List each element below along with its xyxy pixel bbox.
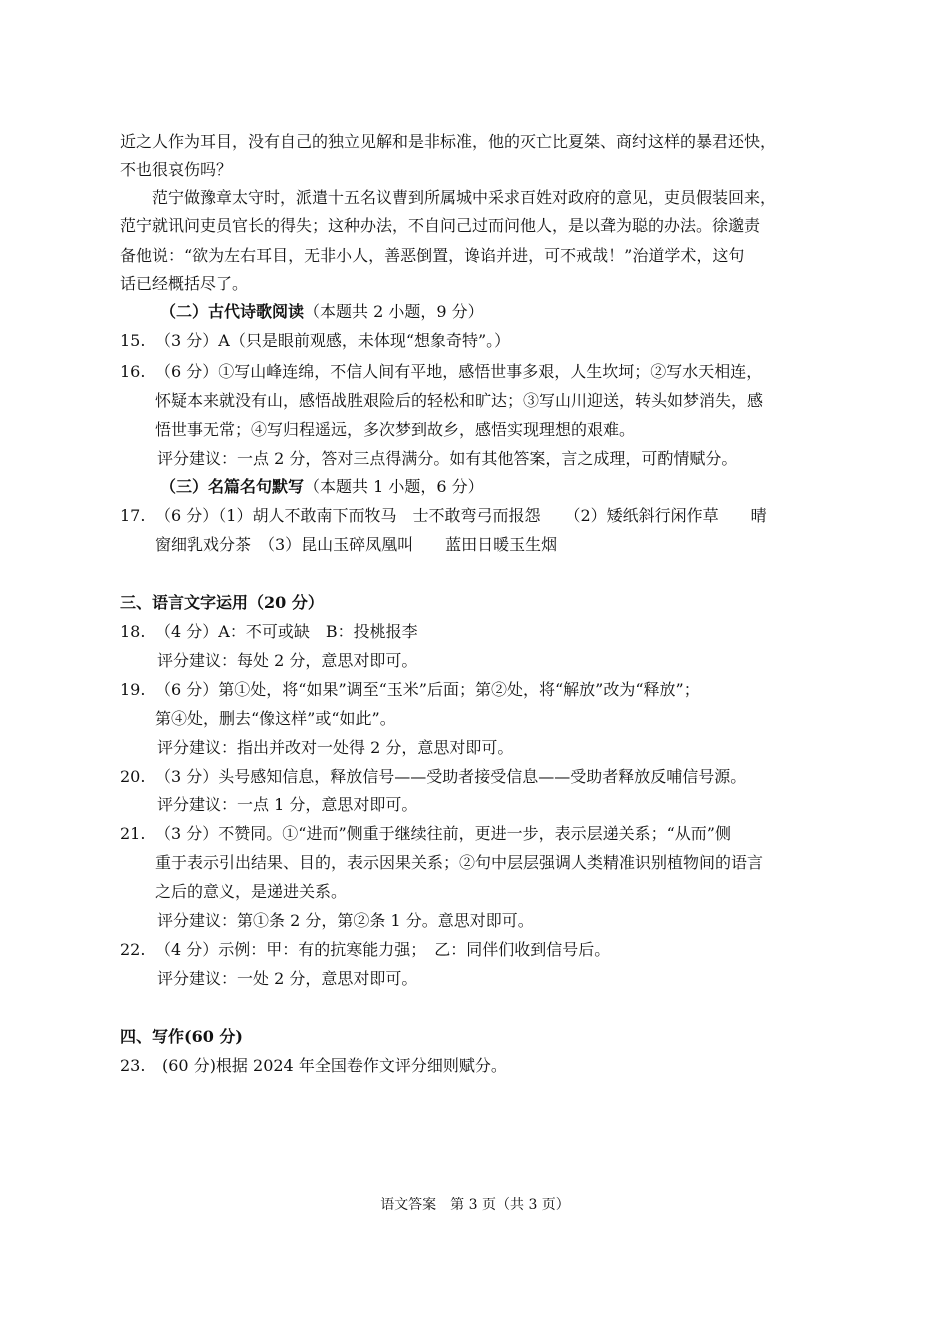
paragraph-line: 不也很哀伤吗？	[120, 160, 233, 179]
page-footer: 语文答案 第 3 页（共 3 页）	[380, 1197, 570, 1213]
section-heading-note: （本题共 1 小题，6 分）	[304, 477, 484, 496]
question-number: 20.	[120, 767, 146, 786]
paragraph-line: 范宁做豫章太守时，派遣十五名议曹到所属城中采求百姓对政府的意见，吏员假装回来，	[152, 188, 777, 207]
answer-text: （6 分）（1）胡人不敢南下而牧马 士不敢弯弓而报怨 （2）矮纸斜行闲作草 晴	[155, 506, 767, 525]
scoring-advice: 评分建议：一点 1 分，意思对即可。	[157, 795, 418, 814]
scoring-advice: 评分建议：指出并改对一处得 2 分，意思对即可。	[157, 738, 514, 757]
question-number: 17.	[120, 506, 146, 525]
scoring-advice: 评分建议：一点 2 分，答对三点得满分。如有其他答案，言之成理，可酌情赋分。	[157, 449, 738, 468]
paragraph-line: 近之人作为耳目，没有自己的独立见解和是非标准，他的灭亡比夏桀、商纣这样的暴君还快，	[120, 132, 777, 151]
answer-text: 悟世事无常；④写归程遥远，多次梦到故乡，感悟实现理想的艰难。	[155, 420, 636, 439]
question-number: 16.	[120, 362, 146, 381]
answer-text: 怀疑本来就没有山，感悟战胜艰险后的轻松和旷达；③写山川迎送，转头如梦消失，感	[155, 391, 764, 410]
answer-text: 第④处，删去“像这样”或“如此”。	[155, 709, 396, 728]
answer-text: 之后的意义，是递进关系。	[155, 882, 348, 901]
question-number: 22.	[120, 940, 146, 959]
scoring-advice: 评分建议：每处 2 分，意思对即可。	[157, 651, 418, 670]
scoring-advice: 评分建议：第①条 2 分，第②条 1 分。意思对即可。	[157, 911, 534, 930]
section-heading-writing: 四、写作(60 分)	[120, 1027, 243, 1046]
paragraph-line: 范宁就讯问吏员官长的得失；这种办法，不自问己过而问他人，是以聋为聪的办法。徐邈责	[120, 216, 761, 235]
section-heading-recite	[160, 477, 484, 497]
answer-text: (60 分)根据 2024 年全国卷作文评分细则赋分。	[162, 1056, 507, 1075]
answer-text: （4 分）A：不可或缺 B：投桃报李	[155, 622, 418, 641]
answer-text: （6 分）第①处，将“如果”调至“玉米”后面；第②处，将“解放”改为“释放”；	[155, 680, 700, 699]
question-number: 15.	[120, 331, 146, 350]
question-number: 21.	[120, 824, 146, 843]
question-number: 18.	[120, 622, 146, 641]
question-number: 23.	[120, 1056, 146, 1075]
answer-text: （3 分）头号感知信息，释放信号——受助者接受信息——受助者释放反哺信号源。	[155, 767, 747, 786]
paragraph-line: 备他说：“欲为左右耳目，无非小人，善恶倒置，谗谄并进，可不戒哉！”治道学术，这句	[120, 246, 745, 265]
section-heading-poetry	[160, 302, 484, 322]
section-heading-note: （本题共 2 小题，9 分）	[304, 302, 484, 321]
answer-text: 重于表示引出结果、目的，表示因果关系；②句中层层强调人类精准识别植物间的语言	[155, 853, 764, 872]
answer-text: （3 分）A（只是眼前观感，未体现“想象奇特”。）	[155, 331, 511, 350]
answer-text: 窗细乳戏分茶 （3）昆山玉碎凤凰叫 蓝田日暖玉生烟	[155, 535, 558, 554]
section-heading-title: （二）古代诗歌阅读	[160, 302, 305, 321]
paragraph-line: 话已经概括尽了。	[120, 274, 249, 293]
answer-text: （3 分）不赞同。①“进而”侧重于继续往前，更进一步，表示层递关系；“从而”侧	[155, 824, 731, 843]
scoring-advice: 评分建议：一处 2 分，意思对即可。	[157, 969, 418, 988]
section-heading-title: （三）名篇名句默写	[160, 477, 305, 496]
question-number: 19.	[120, 680, 146, 699]
section-heading-language: 三、语言文字运用（20 分）	[120, 593, 324, 612]
answer-text: （4 分）示例：甲：有的抗寒能力强； 乙：同伴们收到信号后。	[155, 940, 611, 959]
answer-text: （6 分）①写山峰连绵，不信人间有平地，感悟世事多艰，人生坎坷；②写水天相连，	[155, 362, 763, 381]
